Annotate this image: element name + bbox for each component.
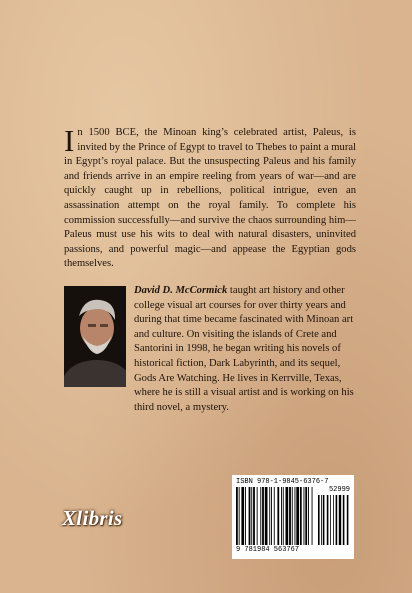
price-code: 52999 bbox=[328, 486, 350, 494]
drop-cap: I bbox=[64, 123, 75, 158]
bio-text: taught art history and other college visual art courses for over thirty years and during that time became fascinated with Minoan art and culture. On visiting the islands of Crete and Santorini in 1998, he began writing his novels of historical fiction, Dark Labyrinth, and its sequel, Gods Are Watching. He lives in Kerrville, Texas, where he is still a visual artist and is working on his third novel, a mystery. bbox=[134, 285, 354, 413]
barcode-icon bbox=[236, 487, 350, 545]
author-bio bbox=[134, 284, 354, 415]
isbn-text: ISBN 978-1-9845-6376-7 bbox=[236, 478, 329, 486]
book-blurb bbox=[64, 123, 356, 272]
ean-digits: 9 781984 563767 bbox=[236, 546, 300, 554]
author-photo bbox=[64, 286, 126, 387]
publisher-logo: Xlibris bbox=[62, 506, 123, 530]
blurb-text: n 1500 BCE, the Minoan king’s celebrated artist, Paleus, is invited by the Prince of Egypt to travel to Thebes to paint a mural in Egypt’s royal palace. But the unsuspecting Paleus and his family and friends arrive in an empire reeling from years of war—and are quickly caught up in rebellions, political intrigue, even an assassination attempt on the royal family. To complete his commission successfully—and survive the chaos surrounding him—Paleus must use his wits to deal with natural disasters, uninvited passions, and powerful magic—and appease the Egyptian gods themselves. bbox=[64, 127, 356, 270]
author-name: David D. McCormick bbox=[134, 285, 228, 296]
barcode-label bbox=[232, 475, 354, 559]
